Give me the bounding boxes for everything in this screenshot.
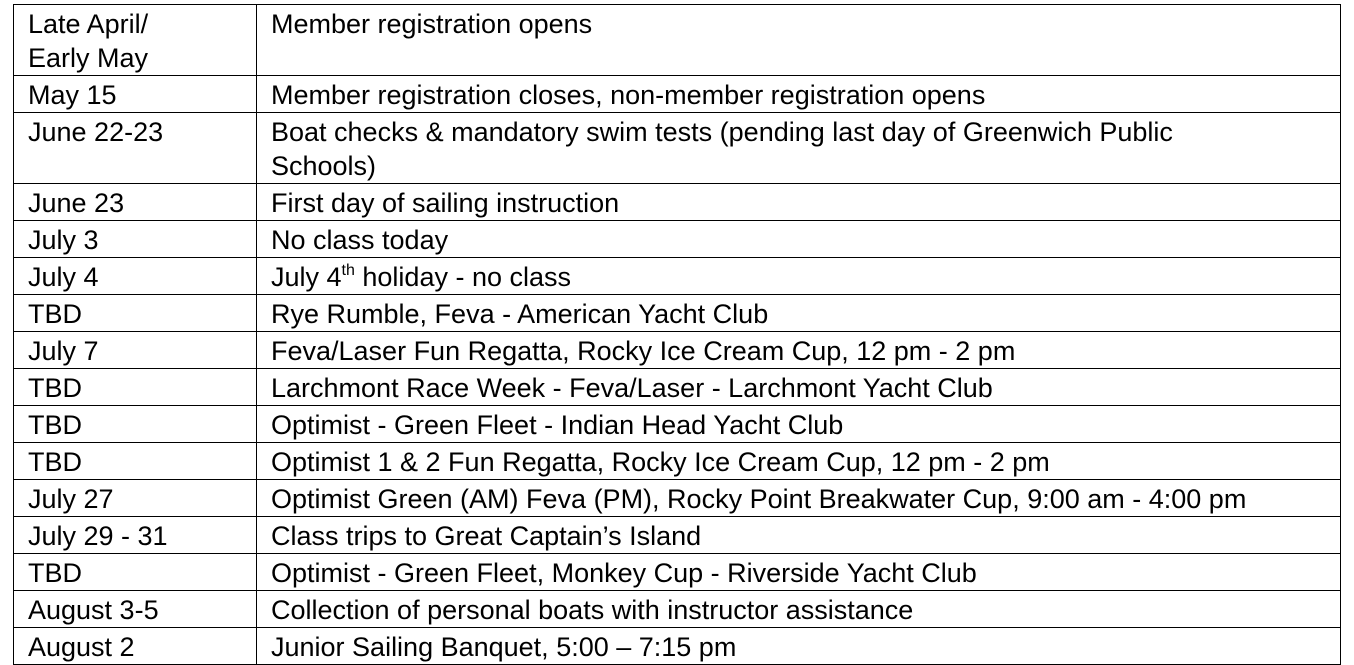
event-text: Optimist - Green Fleet, Monkey Cup - Riverside Yacht Club bbox=[271, 558, 977, 588]
event-cell bbox=[257, 480, 1341, 517]
table-row bbox=[14, 628, 1341, 665]
table-row bbox=[14, 369, 1341, 406]
table-row bbox=[14, 113, 1341, 184]
event-cell bbox=[257, 76, 1341, 113]
table-row bbox=[14, 591, 1341, 628]
date-text: August 3-5 bbox=[28, 595, 159, 625]
date-text: June 23 bbox=[28, 188, 125, 218]
date-cell bbox=[14, 76, 257, 113]
date-cell bbox=[14, 184, 257, 221]
date-text: TBD bbox=[28, 410, 82, 440]
event-cell bbox=[257, 5, 1341, 76]
table-row bbox=[14, 76, 1341, 113]
event-cell bbox=[257, 258, 1341, 295]
date-text: TBD bbox=[28, 558, 82, 588]
event-cell bbox=[257, 184, 1341, 221]
table-row bbox=[14, 443, 1341, 480]
date-text: TBD bbox=[28, 373, 82, 403]
event-text: Member registration closes, non-member registration opens bbox=[271, 80, 986, 110]
date-cell bbox=[14, 332, 257, 369]
event-cell bbox=[257, 406, 1341, 443]
table-row bbox=[14, 480, 1341, 517]
date-cell bbox=[14, 369, 257, 406]
event-text: Optimist Green (AM) Feva (PM), Rocky Point Breakwater Cup, 9:00 am - 4:00 pm bbox=[271, 484, 1247, 514]
date-cell bbox=[14, 113, 257, 184]
event-text: First day of sailing instruction bbox=[271, 188, 620, 218]
event-text: Collection of personal boats with instructor assistance bbox=[271, 595, 914, 625]
table-row bbox=[14, 295, 1341, 332]
event-cell bbox=[257, 443, 1341, 480]
event-text: Optimist - Green Fleet - Indian Head Yacht Club bbox=[271, 410, 844, 440]
date-text: TBD bbox=[28, 447, 82, 477]
table-row bbox=[14, 332, 1341, 369]
table-row bbox=[14, 406, 1341, 443]
date-cell bbox=[14, 480, 257, 517]
event-cell bbox=[257, 332, 1341, 369]
table-row bbox=[14, 517, 1341, 554]
date-text: August 2 bbox=[28, 632, 135, 662]
date-cell bbox=[14, 443, 257, 480]
table-row bbox=[14, 554, 1341, 591]
date-cell bbox=[14, 517, 257, 554]
date-text: July 27 bbox=[28, 484, 114, 514]
event-text-line-2: Schools) bbox=[271, 151, 377, 181]
date-cell bbox=[14, 591, 257, 628]
event-cell bbox=[257, 113, 1341, 184]
event-text: Rye Rumble, Feva - American Yacht Club bbox=[271, 299, 769, 329]
event-cell bbox=[257, 591, 1341, 628]
date-cell bbox=[14, 295, 257, 332]
table-row bbox=[14, 258, 1341, 295]
date-text: TBD bbox=[28, 299, 82, 329]
date-text: July 29 - 31 bbox=[28, 521, 168, 551]
event-text: Class trips to Great Captain’s Island bbox=[271, 521, 702, 551]
event-text: Junior Sailing Banquet, 5:00 – 7:15 pm bbox=[271, 632, 737, 662]
date-text: May 15 bbox=[28, 80, 117, 110]
table-row bbox=[14, 184, 1341, 221]
date-cell bbox=[14, 406, 257, 443]
event-cell bbox=[257, 295, 1341, 332]
date-text-line-2: Early May bbox=[28, 43, 149, 73]
schedule-table bbox=[13, 4, 1341, 665]
event-cell bbox=[257, 554, 1341, 591]
date-text: June 22-23 bbox=[28, 117, 164, 147]
event-text: Larchmont Race Week - Feva/Laser - Larchmont Yacht Club bbox=[271, 373, 993, 403]
event-cell bbox=[257, 628, 1341, 665]
date-text: July 7 bbox=[28, 336, 99, 366]
date-cell bbox=[14, 221, 257, 258]
event-text-rest: holiday - no class bbox=[354, 262, 571, 292]
date-text-line-1: Late April/ bbox=[28, 9, 149, 39]
date-cell bbox=[14, 5, 257, 76]
event-text: Optimist 1 & 2 Fun Regatta, Rocky Ice Cream Cup, 12 pm - 2 pm bbox=[271, 447, 1050, 477]
table-row bbox=[14, 5, 1341, 76]
event-text-line-1: Boat checks & mandatory swim tests (pending last day of Greenwich Public bbox=[271, 117, 1173, 147]
date-text: July 4 bbox=[28, 262, 99, 292]
event-text: Feva/Laser Fun Regatta, Rocky Ice Cream Cup, 12 pm - 2 pm bbox=[271, 336, 1016, 366]
date-cell bbox=[14, 628, 257, 665]
table-row bbox=[14, 221, 1341, 258]
event-cell bbox=[257, 369, 1341, 406]
event-text: No class today bbox=[271, 225, 449, 255]
event-text: July 4 bbox=[271, 262, 342, 292]
date-cell bbox=[14, 258, 257, 295]
event-cell bbox=[257, 517, 1341, 554]
event-cell bbox=[257, 221, 1341, 258]
date-text: July 3 bbox=[28, 225, 99, 255]
event-text: Member registration opens bbox=[271, 9, 593, 39]
ordinal-suffix: th bbox=[341, 262, 355, 279]
date-cell bbox=[14, 554, 257, 591]
